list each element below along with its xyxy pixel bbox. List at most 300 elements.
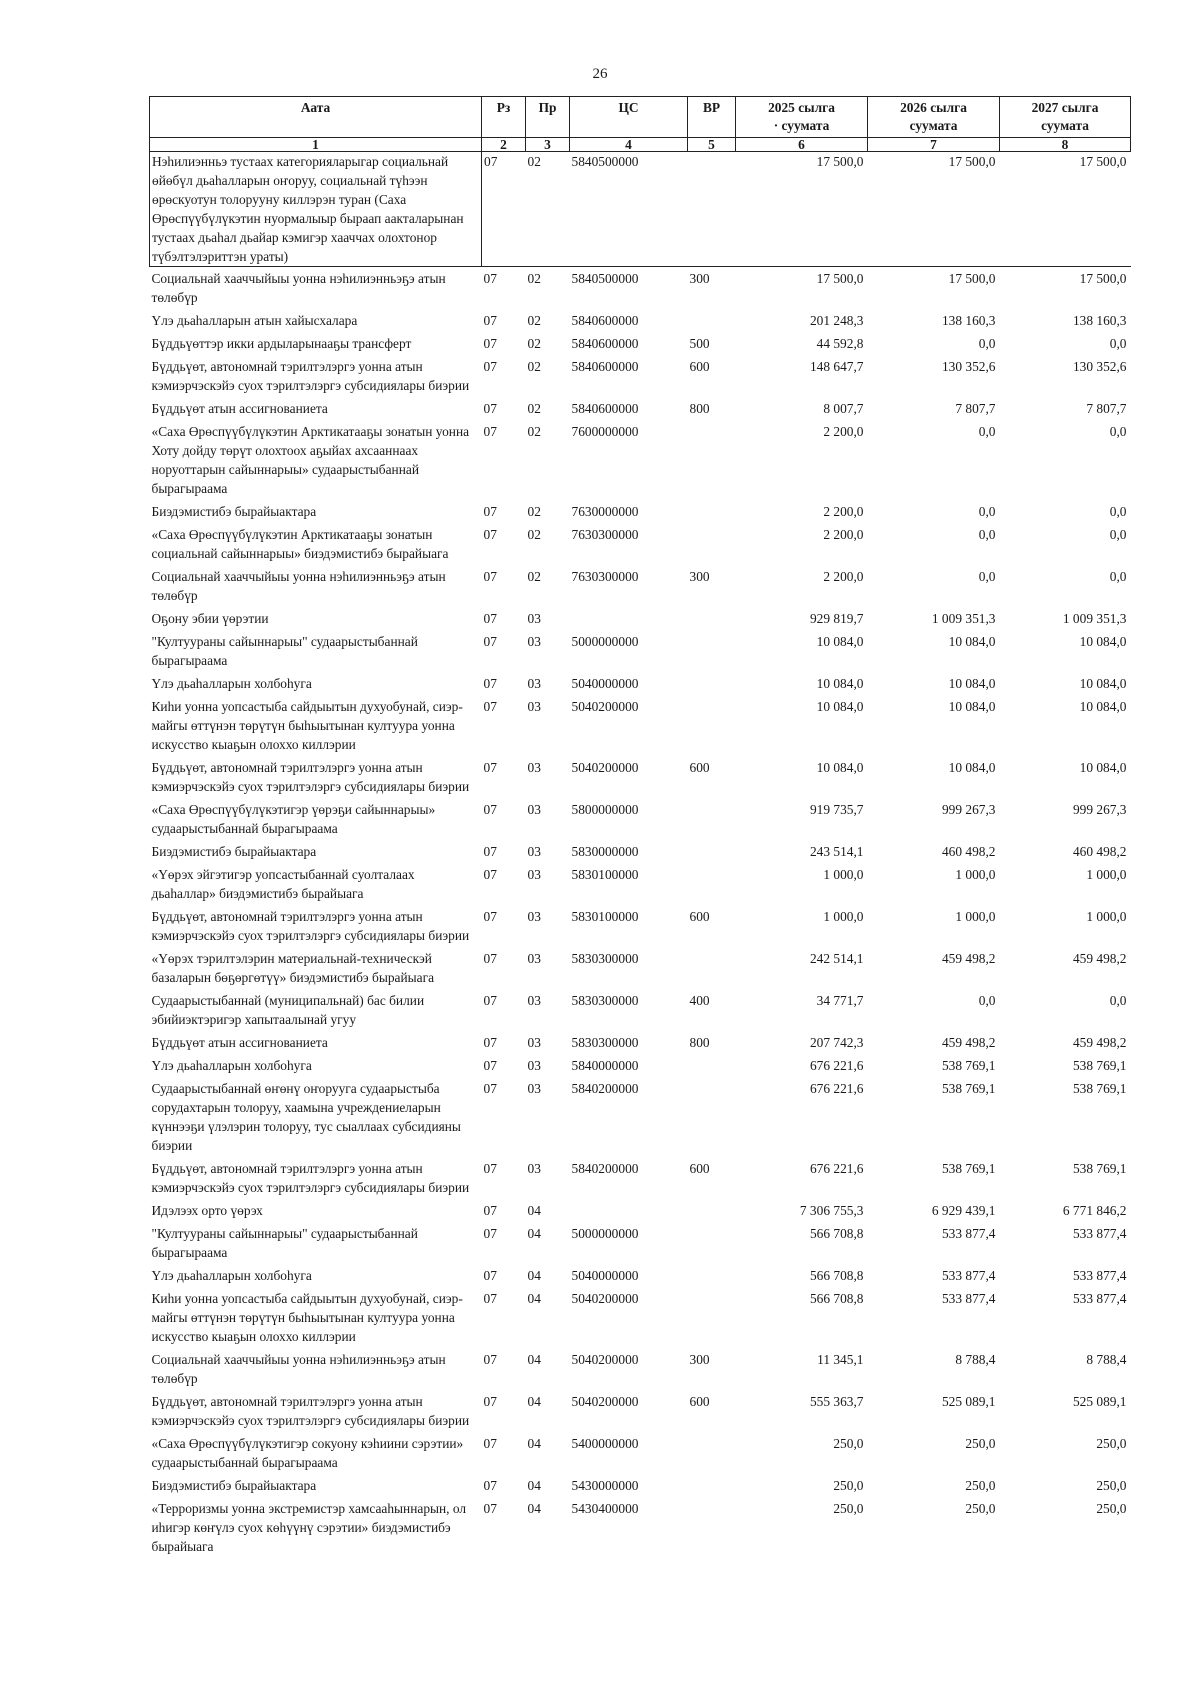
row-amount-2026: 10 084,0 [948, 634, 996, 649]
row-name: «Саха Өрөспүүбүлүкэтигэр сокуону кэһиини сэрэтии» судаарыстыбаннай бырагыраама [151, 1436, 464, 1470]
row-rz: 07 [483, 527, 497, 542]
row-vr [688, 500, 736, 523]
col-number: 8 [1000, 138, 1131, 152]
row-amount-2026: 0,0 [978, 527, 996, 542]
table-row [150, 672, 1131, 695]
row-vr [688, 523, 736, 565]
row-amount-2026: 1 000,0 [955, 909, 996, 924]
row-amount-2027: 250,0 [1096, 1501, 1127, 1516]
col-number: 2 [482, 138, 526, 152]
row-amount-2027: 1 009 351,3 [1062, 611, 1127, 626]
row-vr [688, 695, 736, 756]
row-vr [688, 1497, 736, 1558]
row-vr: 600 [689, 359, 710, 374]
row-rz: 07 [483, 760, 497, 775]
row-rz: 07 [482, 152, 526, 267]
row-rz: 07 [483, 569, 497, 584]
row-amount-2025: 250,0 [833, 1436, 864, 1451]
row-pr: 04 [527, 1352, 541, 1367]
row-vr: 300 [689, 271, 710, 286]
row-name: Бүддьүөттэр икки ардыларынааҕы трансферт [151, 336, 412, 351]
table-row [150, 1348, 1131, 1390]
row-vr: 800 [689, 401, 710, 416]
table-row [150, 798, 1131, 840]
row-rz: 07 [483, 1478, 497, 1493]
row-amount-2027: 0,0 [1109, 527, 1127, 542]
row-amount-2026: 538 769,1 [941, 1081, 996, 1096]
row-pr: 04 [527, 1291, 541, 1306]
row-amount-2027: 459 498,2 [1072, 951, 1127, 966]
row-amount-2026: 0,0 [978, 504, 996, 519]
row-rz: 07 [483, 401, 497, 416]
row-cs: 5840600000 [571, 359, 639, 374]
table-row [150, 152, 1131, 267]
table-row [150, 1222, 1131, 1264]
row-rz: 07 [483, 634, 497, 649]
row-amount-2027: 1 000,0 [1086, 867, 1127, 882]
row-cs: 5040200000 [571, 1394, 639, 1409]
row-vr: 500 [689, 336, 710, 351]
row-pr: 02 [527, 527, 541, 542]
col-number: 5 [688, 138, 736, 152]
row-amount-2025: 34 771,7 [816, 993, 864, 1008]
row-cs: 5830300000 [571, 951, 639, 966]
row-rz: 07 [483, 699, 497, 714]
row-amount-2027: 130 352,6 [1072, 359, 1127, 374]
col-header-2026: 2026 сылга суумата [868, 97, 1000, 138]
row-rz: 07 [483, 1058, 497, 1073]
table-row [150, 1031, 1131, 1054]
table-row [150, 500, 1131, 523]
row-amount-2027: 7 807,7 [1086, 401, 1127, 416]
row-name: Биэдэмистибэ бырайыактара [151, 844, 317, 859]
row-amount-2026: 138 160,3 [941, 313, 996, 328]
row-amount-2026: 533 877,4 [941, 1226, 996, 1241]
col-header-2027: 2027 сылга суумата [1000, 97, 1131, 138]
row-amount-2025: 566 708,8 [809, 1291, 864, 1306]
row-rz: 07 [483, 1035, 497, 1050]
row-amount-2026: 533 877,4 [941, 1268, 996, 1283]
row-rz: 07 [483, 611, 497, 626]
row-vr [688, 630, 736, 672]
row-vr [688, 152, 736, 267]
row-amount-2027: 538 769,1 [1072, 1058, 1127, 1073]
row-cs: 7630300000 [571, 569, 639, 584]
table-row [150, 565, 1131, 607]
row-amount-2027: 10 084,0 [1079, 699, 1127, 714]
row-amount-2027: 250,0 [1096, 1436, 1127, 1451]
row-pr: 03 [527, 1035, 541, 1050]
table-row [150, 989, 1131, 1031]
row-amount-2025: 929 819,7 [809, 611, 864, 626]
row-amount-2025: 7 306 755,3 [799, 1203, 864, 1218]
row-pr: 03 [527, 611, 541, 626]
row-name: Бүддьүөт, автономнай тэрилтэлэргэ уонна атын кэмиэрчэскэйэ суох тэрилтэлэргэ субсидиялары биэрии [151, 909, 470, 943]
row-pr: 02 [527, 504, 541, 519]
row-amount-2025: 242 514,1 [809, 951, 864, 966]
row-rz: 07 [483, 1203, 497, 1218]
row-amount-2025: 676 221,6 [809, 1081, 864, 1096]
row-pr: 04 [527, 1436, 541, 1451]
row-amount-2026: 8 788,4 [955, 1352, 996, 1367]
table-row [150, 905, 1131, 947]
row-name: Бүддьүөт, автономнай тэрилтэлэргэ уонна атын кэмиэрчэскэйэ суох тэрилтэлэргэ субсидиялары биэрии [151, 1394, 470, 1428]
row-name: "Култуураны сайыннарыы" судаарыстыбаннай бырагыраама [151, 634, 418, 668]
row-vr [688, 1264, 736, 1287]
row-name: «Саха Өрөспүүбүлүкэтин Арктикатааҕы зонатын социальнай сайыннарыы» биэдэмистибэ бырайыага [151, 527, 449, 561]
row-amount-2026: 10 084,0 [948, 699, 996, 714]
row-rz: 07 [483, 1352, 497, 1367]
row-amount-2027: 10 084,0 [1079, 634, 1127, 649]
row-amount-2026: 1 000,0 [955, 867, 996, 882]
row-amount-2025: 11 345,1 [817, 1352, 864, 1367]
table-row [150, 1264, 1131, 1287]
col-header-pr: Пр [526, 97, 570, 138]
row-amount-2025: 17 500,0 [816, 271, 864, 286]
row-vr [688, 1287, 736, 1348]
row-vr: 300 [689, 569, 710, 584]
row-amount-2025: 676 221,6 [809, 1161, 864, 1176]
row-rz: 07 [483, 1226, 497, 1241]
row-cs: 5840200000 [571, 1161, 639, 1176]
row-amount-2025: 44 592,8 [816, 336, 864, 351]
row-name: Биэдэмистибэ бырайыактара [151, 1478, 317, 1493]
row-rz: 07 [483, 313, 497, 328]
row-amount-2026: 538 769,1 [941, 1161, 996, 1176]
row-rz: 07 [483, 993, 497, 1008]
row-name: Бүддьүөт атын ассигнованиета [151, 1035, 328, 1050]
table-row [150, 947, 1131, 989]
row-amount-2027: 460 498,2 [1072, 844, 1127, 859]
row-amount-2026: 250,0 [965, 1478, 996, 1493]
row-rz: 07 [483, 336, 497, 351]
row-vr: 300 [689, 1352, 710, 1367]
row-cs: 5000000000 [571, 634, 639, 649]
row-name: Судаарыстыбаннай (муниципальнай) бас билии эбийиэктэригэр хапытаалынай угуу [151, 993, 425, 1027]
row-name: Бүддьүөт, автономнай тэрилтэлэргэ уонна атын кэмиэрчэскэйэ суох тэрилтэлэргэ субсидиялары биэрии [151, 359, 470, 393]
row-cs: 5840500000 [570, 152, 688, 267]
row-cs: 5040200000 [571, 760, 639, 775]
row-cs: 5830300000 [571, 1035, 639, 1050]
row-vr [688, 1474, 736, 1497]
page-number: 26 [592, 66, 608, 82]
row-pr: 04 [527, 1478, 541, 1493]
row-vr [688, 1077, 736, 1157]
row-name: Бүддьүөт атын ассигнованиета [151, 401, 328, 416]
row-amount-2026: 17 500,0 [868, 152, 1000, 267]
row-pr: 04 [527, 1203, 541, 1218]
table-row [150, 756, 1131, 798]
table-row [150, 1497, 1131, 1558]
row-rz: 07 [483, 1501, 497, 1516]
row-amount-2027: 538 769,1 [1072, 1161, 1127, 1176]
row-rz: 07 [483, 1291, 497, 1306]
row-vr [688, 1432, 736, 1474]
col-header-rz: Рз [482, 97, 526, 138]
table-row [150, 863, 1131, 905]
row-cs: 5830100000 [571, 867, 639, 882]
row-name: Үлэ дьаһалларын атын хайысхалара [151, 313, 358, 328]
row-amount-2025: 250,0 [833, 1501, 864, 1516]
table-row [150, 523, 1131, 565]
row-cs: 5830000000 [571, 844, 639, 859]
row-vr [688, 672, 736, 695]
row-amount-2026: 459 498,2 [941, 1035, 996, 1050]
row-name: Бүддьүөт, автономнай тэрилтэлэргэ уонна атын кэмиэрчэскэйэ суох тэрилтэлэргэ субсидиялары биэрии [151, 1161, 470, 1195]
row-amount-2025: 148 647,7 [809, 359, 864, 374]
row-rz: 07 [483, 271, 497, 286]
row-amount-2025: 10 084,0 [816, 676, 864, 691]
row-name: Үлэ дьаһалларын холбоһуга [151, 676, 312, 691]
table-row [150, 397, 1131, 420]
row-rz: 07 [483, 1268, 497, 1283]
row-name: «Үөрэх эйгэтигэр уопсастыбаннай суолталаах дьаһаллар» биэдэмистибэ бырайыага [151, 867, 415, 901]
row-amount-2026: 0,0 [978, 993, 996, 1008]
row-pr: 02 [527, 401, 541, 416]
row-pr: 03 [527, 844, 541, 859]
row-amount-2026: 459 498,2 [941, 951, 996, 966]
row-name: «Терроризмы уонна экстремистэр хамсааһыннарын, ол иһигэр көҥүлэ суох көһүүнү сэрэтии» биэдэмистибэ бырайыага [151, 1501, 467, 1554]
row-amount-2026: 538 769,1 [941, 1058, 996, 1073]
row-amount-2027: 10 084,0 [1079, 676, 1127, 691]
row-amount-2025: 250,0 [833, 1478, 864, 1493]
row-cs [570, 607, 688, 630]
row-amount-2027: 8 788,4 [1086, 1352, 1127, 1367]
row-amount-2027: 10 084,0 [1079, 760, 1127, 775]
row-amount-2026: 10 084,0 [948, 676, 996, 691]
row-pr: 02 [527, 359, 541, 374]
row-amount-2026: 17 500,0 [948, 271, 996, 286]
column-numbers-row [150, 138, 1131, 152]
row-amount-2026: 6 929 439,1 [931, 1203, 996, 1218]
row-vr [688, 840, 736, 863]
row-rz: 07 [483, 1394, 497, 1409]
table-row [150, 332, 1131, 355]
row-pr: 02 [527, 271, 541, 286]
row-cs: 5830300000 [571, 993, 639, 1008]
row-rz: 07 [483, 1436, 497, 1451]
row-amount-2027: 0,0 [1109, 504, 1127, 519]
row-name: Социальнай хааччыйыы уонна нэһилиэнньэҕэ атын төлөбүр [151, 1352, 446, 1386]
row-pr: 03 [527, 760, 541, 775]
row-vr [688, 947, 736, 989]
row-amount-2027: 1 000,0 [1086, 909, 1127, 924]
row-amount-2025: 555 363,7 [809, 1394, 864, 1409]
row-amount-2025: 919 735,7 [809, 802, 864, 817]
row-amount-2027: 17 500,0 [1079, 271, 1127, 286]
row-rz: 07 [483, 424, 497, 439]
col-number: 3 [526, 138, 570, 152]
row-amount-2026: 1 009 351,3 [931, 611, 996, 626]
row-amount-2025: 2 200,0 [823, 424, 864, 439]
row-rz: 07 [483, 1161, 497, 1176]
row-amount-2025: 10 084,0 [816, 634, 864, 649]
row-amount-2025: 1 000,0 [823, 867, 864, 882]
row-pr: 04 [527, 1501, 541, 1516]
row-name: Үлэ дьаһалларын холбоһуга [151, 1058, 312, 1073]
table-row [150, 1077, 1131, 1157]
row-vr: 600 [689, 1161, 710, 1176]
row-cs: 5840600000 [571, 313, 639, 328]
row-amount-2027: 0,0 [1109, 569, 1127, 584]
row-name: Судаарыстыбаннай өҥөнү оҥорууга судаарыстыба сорудахтарын толоруу, хаамына учреждениеларын күннээҕи үлэлэрин толоруу, тус сыаллаах субсидияны биэрии [151, 1081, 461, 1153]
row-pr: 02 [527, 424, 541, 439]
col-header-name: Аата [150, 97, 482, 138]
row-amount-2027: 999 267,3 [1072, 802, 1127, 817]
row-amount-2025: 10 084,0 [816, 699, 864, 714]
row-amount-2026: 250,0 [965, 1436, 996, 1451]
row-cs: 5000000000 [571, 1226, 639, 1241]
table-body [150, 152, 1131, 1559]
row-pr: 03 [527, 1058, 541, 1073]
row-name: Оҕону эбии үөрэтии [151, 611, 269, 626]
row-amount-2027: 17 500,0 [1000, 152, 1131, 267]
row-name: Социальнай хааччыйыы уонна нэһилиэнньэҕэ атын төлөбүр [151, 271, 446, 305]
row-cs: 5430400000 [571, 1501, 639, 1516]
row-pr: 02 [526, 152, 570, 267]
row-pr: 03 [527, 993, 541, 1008]
row-name: Киһи уонна уопсастыба сайдыытын духуобунай, сиэр-майгы өттүнэн төрүтүн быһыытынан култуура уонна искусство кыаҕын олоххо киллэрии [151, 1291, 463, 1344]
row-cs [570, 1199, 688, 1222]
row-pr: 03 [527, 1161, 541, 1176]
col-number: 7 [868, 138, 1000, 152]
row-amount-2025: 2 200,0 [823, 504, 864, 519]
row-amount-2026: 525 089,1 [941, 1394, 996, 1409]
row-amount-2026: 0,0 [978, 336, 996, 351]
row-name: Биэдэмистибэ бырайыактара [151, 504, 317, 519]
col-number: 6 [736, 138, 868, 152]
row-pr: 03 [527, 634, 541, 649]
table-header [150, 97, 1131, 152]
row-amount-2026: 533 877,4 [941, 1291, 996, 1306]
table-row [150, 607, 1131, 630]
row-vr: 400 [689, 993, 710, 1008]
row-amount-2025: 243 514,1 [809, 844, 864, 859]
row-name: Идэлээх орто үөрэх [151, 1203, 263, 1218]
row-cs: 5040000000 [571, 676, 639, 691]
row-rz: 07 [483, 1081, 497, 1096]
row-vr [688, 1054, 736, 1077]
row-cs: 5840000000 [571, 1058, 639, 1073]
col-header-2025: 2025 сылга · суумата [736, 97, 868, 138]
table-row [150, 1054, 1131, 1077]
row-rz: 07 [483, 676, 497, 691]
row-amount-2026: 7 807,7 [955, 401, 996, 416]
row-cs: 5040200000 [571, 699, 639, 714]
row-vr [688, 607, 736, 630]
row-amount-2027: 0,0 [1109, 424, 1127, 439]
row-name: «Саха Өрөспүүбүлүкэтигэр үөрэҕи сайыннарыы» судаарыстыбаннай бырагыраама [151, 802, 436, 836]
row-amount-2027: 0,0 [1109, 336, 1127, 351]
table-row [150, 1432, 1131, 1474]
row-amount-2025: 676 221,6 [809, 1058, 864, 1073]
col-header-cs: ЦС [570, 97, 688, 138]
row-cs: 5400000000 [571, 1436, 639, 1451]
row-cs: 5800000000 [571, 802, 639, 817]
row-amount-2026: 999 267,3 [941, 802, 996, 817]
row-amount-2025: 17 500,0 [736, 152, 868, 267]
row-name: Үлэ дьаһалларын холбоһуга [151, 1268, 312, 1283]
row-cs: 5840600000 [571, 401, 639, 416]
row-cs: 7630000000 [571, 504, 639, 519]
row-amount-2025: 207 742,3 [809, 1035, 864, 1050]
row-name: Социальнай хааччыйыы уонна нэһилиэнньэҕэ атын төлөбүр [151, 569, 446, 603]
budget-table [149, 96, 1131, 1558]
row-rz: 07 [483, 867, 497, 882]
table-row [150, 1287, 1131, 1348]
col-header-vr: ВР [688, 97, 736, 138]
row-cs: 5040200000 [571, 1291, 639, 1306]
row-amount-2026: 460 498,2 [941, 844, 996, 859]
row-amount-2026: 250,0 [965, 1501, 996, 1516]
row-vr [688, 309, 736, 332]
row-name: «Саха Өрөспүүбүлүкэтин Арктикатааҕы зонатын уонна Хоту дойду төрүт олохтоох аҕыйах ахсааннаах норуоттарын сайыннарыы» судаарыстыбаннай бырагыраама [151, 424, 470, 496]
row-cs: 7630300000 [571, 527, 639, 542]
row-cs: 5840500000 [571, 271, 639, 286]
row-cs: 5040000000 [571, 1268, 639, 1283]
row-amount-2026: 0,0 [978, 569, 996, 584]
row-name: Бүддьүөт, автономнай тэрилтэлэргэ уонна атын кэмиэрчэскэйэ суох тэрилтэлэргэ субсидиялары биэрии [151, 760, 470, 794]
row-vr [688, 863, 736, 905]
row-cs: 5830100000 [571, 909, 639, 924]
col-number: 4 [570, 138, 688, 152]
row-amount-2027: 525 089,1 [1072, 1394, 1127, 1409]
row-vr: 800 [689, 1035, 710, 1050]
row-amount-2027: 533 877,4 [1072, 1291, 1127, 1306]
row-amount-2027: 6 771 846,2 [1062, 1203, 1127, 1218]
row-vr [688, 1222, 736, 1264]
row-vr [688, 798, 736, 840]
row-amount-2025: 2 200,0 [823, 569, 864, 584]
row-amount-2026: 10 084,0 [948, 760, 996, 775]
row-pr: 03 [527, 802, 541, 817]
row-pr: 03 [527, 909, 541, 924]
row-vr: 600 [689, 760, 710, 775]
row-amount-2027: 250,0 [1096, 1478, 1127, 1493]
row-amount-2025: 1 000,0 [823, 909, 864, 924]
table-row [150, 267, 1131, 310]
row-amount-2027: 538 769,1 [1072, 1081, 1127, 1096]
row-pr: 03 [527, 951, 541, 966]
table-row [150, 355, 1131, 397]
table-row [150, 1474, 1131, 1497]
row-amount-2025: 10 084,0 [816, 760, 864, 775]
row-amount-2025: 201 248,3 [809, 313, 864, 328]
row-pr: 04 [527, 1268, 541, 1283]
row-pr: 03 [527, 867, 541, 882]
row-rz: 07 [483, 359, 497, 374]
row-name: Киһи уонна уопсастыба сайдыытын духуобунай, сиэр-майгы өттүнэн төрүтүн быһыытынан култуура уонна искусство кыаҕын олоххо киллэрии [151, 699, 463, 752]
row-pr: 03 [527, 1081, 541, 1096]
row-pr: 04 [527, 1226, 541, 1241]
table-row [150, 309, 1131, 332]
row-rz: 07 [483, 909, 497, 924]
row-amount-2025: 8 007,7 [823, 401, 864, 416]
row-amount-2027: 533 877,4 [1072, 1268, 1127, 1283]
row-cs: 7600000000 [571, 424, 639, 439]
row-cs: 5430000000 [571, 1478, 639, 1493]
row-rz: 07 [483, 504, 497, 519]
row-amount-2025: 566 708,8 [809, 1268, 864, 1283]
row-amount-2026: 0,0 [978, 424, 996, 439]
row-pr: 04 [527, 1394, 541, 1409]
row-vr: 600 [689, 909, 710, 924]
row-cs: 5040200000 [571, 1352, 639, 1367]
row-amount-2025: 2 200,0 [823, 527, 864, 542]
row-amount-2027: 0,0 [1109, 993, 1127, 1008]
row-rz: 07 [483, 951, 497, 966]
table-row [150, 1390, 1131, 1432]
